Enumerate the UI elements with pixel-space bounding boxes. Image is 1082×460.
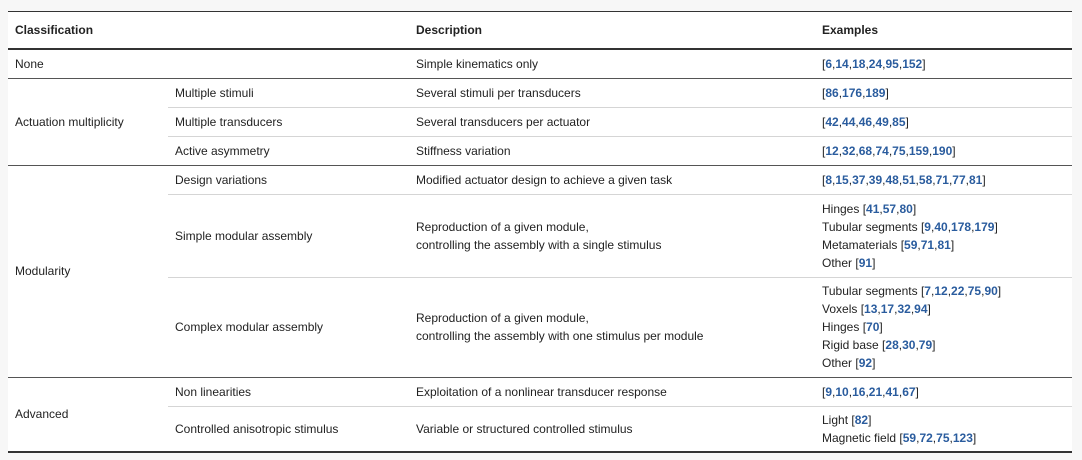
description-cell <box>409 277 815 377</box>
reference-link[interactable]: 74 <box>875 143 889 158</box>
reference-link[interactable]: 123 <box>952 430 973 445</box>
table-row <box>8 406 1072 452</box>
reference-link[interactable]: 91 <box>858 255 873 270</box>
example-line: Rigid base [28,30,79] <box>822 338 936 352</box>
reference-link[interactable]: 30 <box>902 338 916 352</box>
reference-link[interactable]: 40 <box>934 219 948 234</box>
example-label: Metamaterials <box>822 237 898 252</box>
reference-link[interactable]: 59 <box>904 237 918 252</box>
reference-link[interactable]: 9 <box>825 384 833 399</box>
examples-cell <box>815 165 1072 194</box>
reference-link[interactable]: 95 <box>885 56 899 71</box>
examples-cell <box>815 194 1072 277</box>
subcategory-cell: Multiple stimuli <box>168 78 409 107</box>
example-line: Hinges [70] <box>822 320 883 334</box>
table-row <box>8 165 1072 194</box>
subcategory-cell: Design variations <box>168 165 409 194</box>
example-label: Tubular segments <box>822 284 918 298</box>
example-line: Other [92] <box>822 356 876 370</box>
reference-link[interactable]: 86 <box>825 85 839 100</box>
table-row <box>8 377 1072 406</box>
description-cell: Exploitation of a nonlinear transducer response <box>409 377 815 406</box>
example-line: Tubular segments [9,40,178,179] <box>822 219 998 234</box>
subcategory-cell: Active asymmetry <box>168 136 409 165</box>
reference-link[interactable]: 81 <box>937 237 951 252</box>
examples-cell <box>815 49 1072 78</box>
reference-link[interactable]: 59 <box>902 430 917 445</box>
subcategory-cell: Complex modular assembly <box>168 277 409 377</box>
table-row <box>8 136 1072 165</box>
reference-link[interactable]: 178 <box>951 219 972 234</box>
reference-link[interactable]: 176 <box>842 85 863 100</box>
reference-link[interactable]: 85 <box>892 114 906 129</box>
example-line: [9,10,16,21,41,67] <box>822 384 919 399</box>
reference-link[interactable]: 10 <box>835 384 849 399</box>
example-line: [86,176,189] <box>822 85 889 100</box>
example-line: Light [82] <box>822 412 872 427</box>
reference-link[interactable]: 92 <box>858 356 873 370</box>
reference-link[interactable]: 75 <box>892 143 906 158</box>
reference-link[interactable]: 80 <box>899 201 913 216</box>
example-line: [6,14,18,24,95,152] <box>822 56 926 71</box>
reference-link[interactable]: 68 <box>858 143 873 158</box>
example-line: [12,32,68,74,75,159,190] <box>822 143 956 158</box>
reference-link[interactable]: 13 <box>864 302 878 316</box>
description-cell: Several stimuli per transducers <box>409 78 815 107</box>
example-line: [42,44,46,49,85] <box>822 114 909 129</box>
reference-link[interactable]: 75 <box>967 284 982 298</box>
reference-link[interactable]: 71 <box>935 172 949 187</box>
example-label: Rigid base <box>822 338 879 352</box>
reference-link[interactable]: 37 <box>852 172 866 187</box>
description-line: Reproduction of a given module, <box>416 311 589 325</box>
reference-link[interactable]: 28 <box>885 338 899 352</box>
example-label: Light <box>822 412 849 427</box>
classification-cell: Advanced <box>8 377 168 452</box>
reference-link[interactable]: 12 <box>934 284 948 298</box>
reference-link[interactable]: 6 <box>825 56 833 71</box>
reference-link[interactable]: 71 <box>920 237 935 252</box>
description-cell <box>409 194 815 277</box>
subcategory-cell: Non linearities <box>168 377 409 406</box>
table-row <box>8 194 1072 277</box>
reference-link[interactable]: 7 <box>924 284 931 298</box>
example-line: Other [91] <box>822 255 876 270</box>
description-line: controlling the assembly with a single stimulus <box>416 237 662 252</box>
table-row <box>8 78 1072 107</box>
examples-cell <box>815 78 1072 107</box>
reference-link[interactable]: 81 <box>969 172 983 187</box>
reference-link[interactable]: 32 <box>897 302 911 316</box>
description-line: controlling the assembly with one stimulus per module <box>416 329 704 343</box>
description-cell: Variable or structured controlled stimulus <box>409 406 815 452</box>
reference-link[interactable]: 46 <box>858 114 873 129</box>
example-label: Hinges <box>822 320 860 334</box>
reference-link[interactable]: 159 <box>908 143 929 158</box>
reference-link[interactable]: 79 <box>918 338 933 352</box>
reference-link[interactable]: 179 <box>974 219 995 234</box>
reference-link[interactable]: 15 <box>835 172 849 187</box>
examples-cell <box>815 377 1072 406</box>
example-line: Tubular segments [7,12,22,75,90] <box>822 284 1002 298</box>
reference-link[interactable]: 42 <box>825 114 839 129</box>
examples-cell <box>815 277 1072 377</box>
example-line: [8,15,37,39,48,51,58,71,77,81] <box>822 172 986 187</box>
description-cell: Modified actuator design to achieve a given task <box>409 165 815 194</box>
table-row <box>8 107 1072 136</box>
reference-link[interactable]: 190 <box>932 143 953 158</box>
reference-link[interactable]: 72 <box>919 430 933 445</box>
reference-link[interactable]: 82 <box>854 412 869 427</box>
reference-link[interactable]: 189 <box>865 85 886 100</box>
header-description: Description <box>409 12 815 50</box>
classification-cell: None <box>8 49 409 78</box>
reference-link[interactable]: 51 <box>902 172 916 187</box>
examples-cell <box>815 406 1072 452</box>
reference-link[interactable]: 24 <box>868 56 883 71</box>
description-cell: Several transducers per actuator <box>409 107 815 136</box>
reference-link[interactable]: 57 <box>882 201 897 216</box>
table-row <box>8 277 1072 377</box>
reference-link[interactable]: 70 <box>866 320 880 334</box>
reference-link[interactable]: 17 <box>880 302 895 316</box>
examples-cell <box>815 107 1072 136</box>
reference-link[interactable]: 18 <box>852 56 866 71</box>
example-line: Magnetic field [59,72,75,123] <box>822 430 977 445</box>
table-row <box>8 49 1072 78</box>
reference-link[interactable]: 44 <box>842 114 856 129</box>
reference-link[interactable]: 94 <box>914 302 928 316</box>
classification-cell: Actuation multiplicity <box>8 78 168 165</box>
reference-link[interactable]: 16 <box>852 384 866 399</box>
reference-link[interactable]: 41 <box>885 384 899 399</box>
examples-cell <box>815 136 1072 165</box>
reference-link[interactable]: 8 <box>825 172 833 187</box>
example-label: Magnetic field <box>822 430 897 445</box>
reference-link[interactable]: 39 <box>868 172 883 187</box>
classification-table-container <box>8 11 1072 453</box>
reference-link[interactable]: 32 <box>842 143 856 158</box>
example-label: Other <box>822 356 853 370</box>
reference-link[interactable]: 12 <box>825 143 839 158</box>
reference-link[interactable]: 90 <box>984 284 998 298</box>
reference-link[interactable]: 67 <box>902 384 916 399</box>
description-cell: Simple kinematics only <box>409 49 815 78</box>
classification-cell: Modularity <box>8 165 168 377</box>
header-examples: Examples <box>815 12 1072 50</box>
reference-link[interactable]: 22 <box>951 284 965 298</box>
example-label: Hinges <box>822 201 860 216</box>
reference-link[interactable]: 75 <box>936 430 950 445</box>
header-classification: Classification <box>8 12 409 50</box>
classification-table <box>8 11 1072 453</box>
reference-link[interactable]: 58 <box>918 172 933 187</box>
subcategory-cell: Multiple transducers <box>168 107 409 136</box>
reference-link[interactable]: 21 <box>868 384 883 399</box>
example-label: Voxels <box>822 302 858 316</box>
description-cell: Stiffness variation <box>409 136 815 165</box>
subcategory-cell: Controlled anisotropic stimulus <box>168 406 409 452</box>
reference-link[interactable]: 48 <box>885 172 899 187</box>
reference-link[interactable]: 9 <box>924 219 931 234</box>
description-line: Reproduction of a given module, <box>416 219 589 234</box>
subcategory-cell: Simple modular assembly <box>168 194 409 277</box>
table-header-row <box>8 12 1072 50</box>
example-line: Hinges [41,57,80] <box>822 201 917 216</box>
reference-link[interactable]: 152 <box>902 56 923 71</box>
example-line: Voxels [13,17,32,94] <box>822 302 931 316</box>
reference-link[interactable]: 41 <box>866 201 880 216</box>
example-label: Tubular segments <box>822 219 918 234</box>
reference-link[interactable]: 77 <box>952 172 966 187</box>
reference-link[interactable]: 49 <box>875 114 889 129</box>
reference-link[interactable]: 14 <box>835 56 849 71</box>
example-label: Other <box>822 255 853 270</box>
example-line: Metamaterials [59,71,81] <box>822 237 955 252</box>
